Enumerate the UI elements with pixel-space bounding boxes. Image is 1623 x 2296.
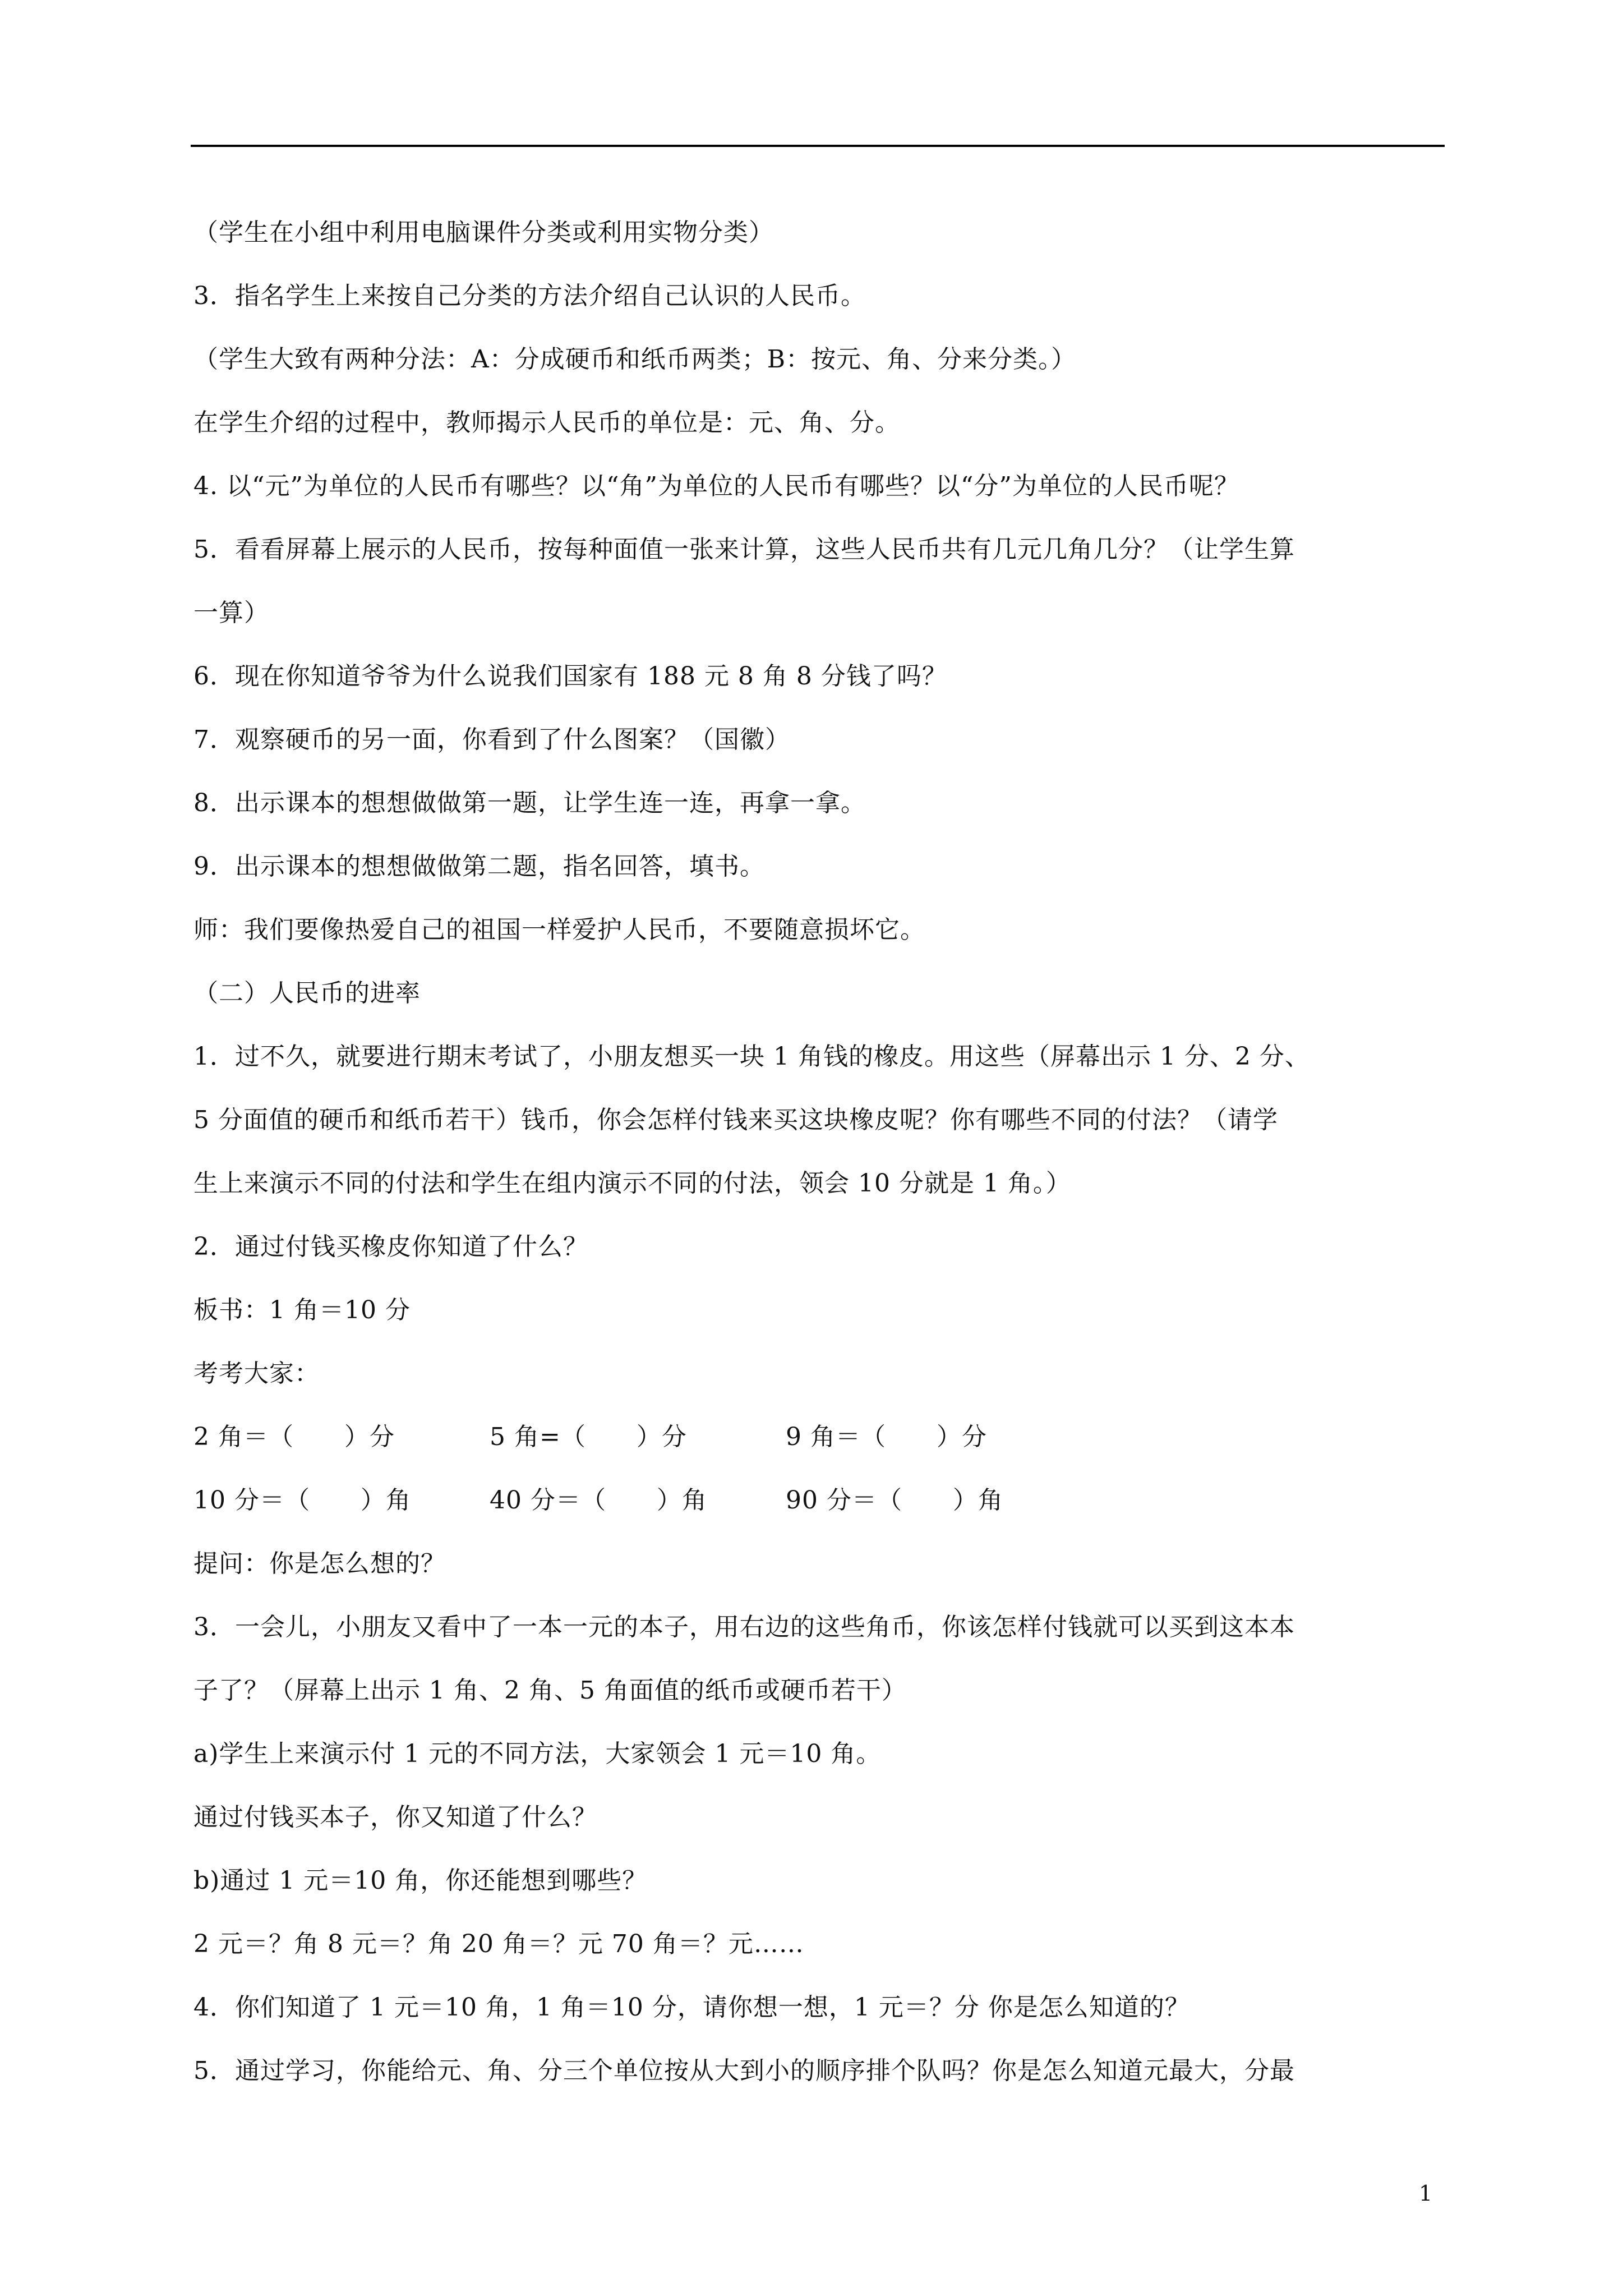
header-rule <box>191 145 1445 147</box>
quiz-row <box>193 1405 1445 1469</box>
quiz-row <box>193 1469 1445 1532</box>
page-content <box>193 201 1445 2102</box>
text-line: 板书：1 角＝10 分 <box>193 1296 411 1324</box>
quiz-item: 2 角＝（ ）分 <box>193 1423 395 1451</box>
text-line: 5．看看屏幕上展示的人民币，按每种面值一张来计算，这些人民币共有几元几角几分？（让学生算 <box>193 535 1295 564</box>
text-line: （学生大致有两种分法：A：分成硬币和纸币两类；B：按元、角、分来分类。） <box>193 345 1077 374</box>
text-line: 8．出示课本的想想做做第一题，让学生连一连，再拿一拿。 <box>193 789 866 817</box>
text-line: 7．观察硬币的另一面，你看到了什么图案？（国徽） <box>193 725 790 754</box>
text-line: 通过付钱买本子，你又知道了什么？ <box>193 1803 597 1832</box>
text-line: 提问：你是怎么想的？ <box>193 1549 446 1578</box>
quiz-item: 40 分＝（ ）角 <box>490 1486 707 1515</box>
text-line: 4．你们知道了 1 元＝10 角，1 角＝10 分，请你想一想，1 元＝？分 你是怎么知道的？ <box>193 1993 1190 2022</box>
text-line: b)通过 1 元＝10 角，你还能想到哪些？ <box>193 1866 648 1895</box>
text-line: 2 元＝？角 8 元＝？角 20 角＝？元 70 角＝？元…… <box>193 1930 804 1958</box>
text-line: 2．通过付钱买橡皮你知道了什么？ <box>193 1232 588 1261</box>
text-line: 生上来演示不同的付法和学生在组内演示不同的付法，领会 10 分就是 1 角。） <box>193 1169 1071 1198</box>
text-line: 4. 以“元”为单位的人民币有哪些？以“角”为单位的人民币有哪些？以“分”为单位的人民币呢？ <box>193 472 1239 500</box>
quiz-item: 5 角=（ ）分 <box>490 1423 687 1451</box>
text-line: 6．现在你知道爷爷为什么说我们国家有 188 元 8 角 8 分钱了吗？ <box>193 662 947 691</box>
quiz-item: 90 分＝（ ）角 <box>786 1486 1003 1515</box>
text-line: 9．出示课本的想想做做第二题，指名回答，填书。 <box>193 852 765 881</box>
text-line: 在学生介绍的过程中，教师揭示人民币的单位是：元、角、分。 <box>193 408 900 437</box>
text-line: 5．通过学习，你能给元、角、分三个单位按从大到小的顺序排个队吗？你是怎么知道元最大，分最 <box>193 2056 1295 2085</box>
text-line: 3．一会儿，小朋友又看中了一本一元的本子，用右边的这些角币，你该怎样付钱就可以买到这本本 <box>193 1613 1295 1641</box>
text-line: 3．指名学生上来按自己分类的方法介绍自己认识的人民币。 <box>193 282 866 310</box>
page-number: 1 <box>1419 2181 1433 2206</box>
quiz-item: 10 分＝（ ）角 <box>193 1486 411 1515</box>
text-line: 5 分面值的硬币和纸币若干）钱币，你会怎样付钱来买这块橡皮呢？你有哪些不同的付法？（请学 <box>193 1106 1278 1134</box>
text-line: （学生在小组中利用电脑课件分类或利用实物分类） <box>193 218 774 247</box>
text-line: 考考大家： <box>193 1359 320 1388</box>
quiz-item: 9 角＝（ ）分 <box>786 1423 987 1451</box>
text-line: 一算） <box>193 599 269 627</box>
text-line: 1．过不久，就要进行期末考试了，小朋友想买一块 1 角钱的橡皮。用这些（屏幕出示 1 分、2 分、 <box>193 1042 1310 1071</box>
text-line: 师：我们要像热爱自己的祖国一样爱护人民币，不要随意损坏它。 <box>193 915 925 944</box>
text-line: 子了？（屏幕上出示 1 角、2 角、5 角面值的纸币或硬币若干） <box>193 1676 907 1705</box>
text-line: a)学生上来演示付 1 元的不同方法，大家领会 1 元＝10 角。 <box>193 1740 882 1768</box>
section-heading: （二）人民币的进率 <box>193 979 421 1007</box>
